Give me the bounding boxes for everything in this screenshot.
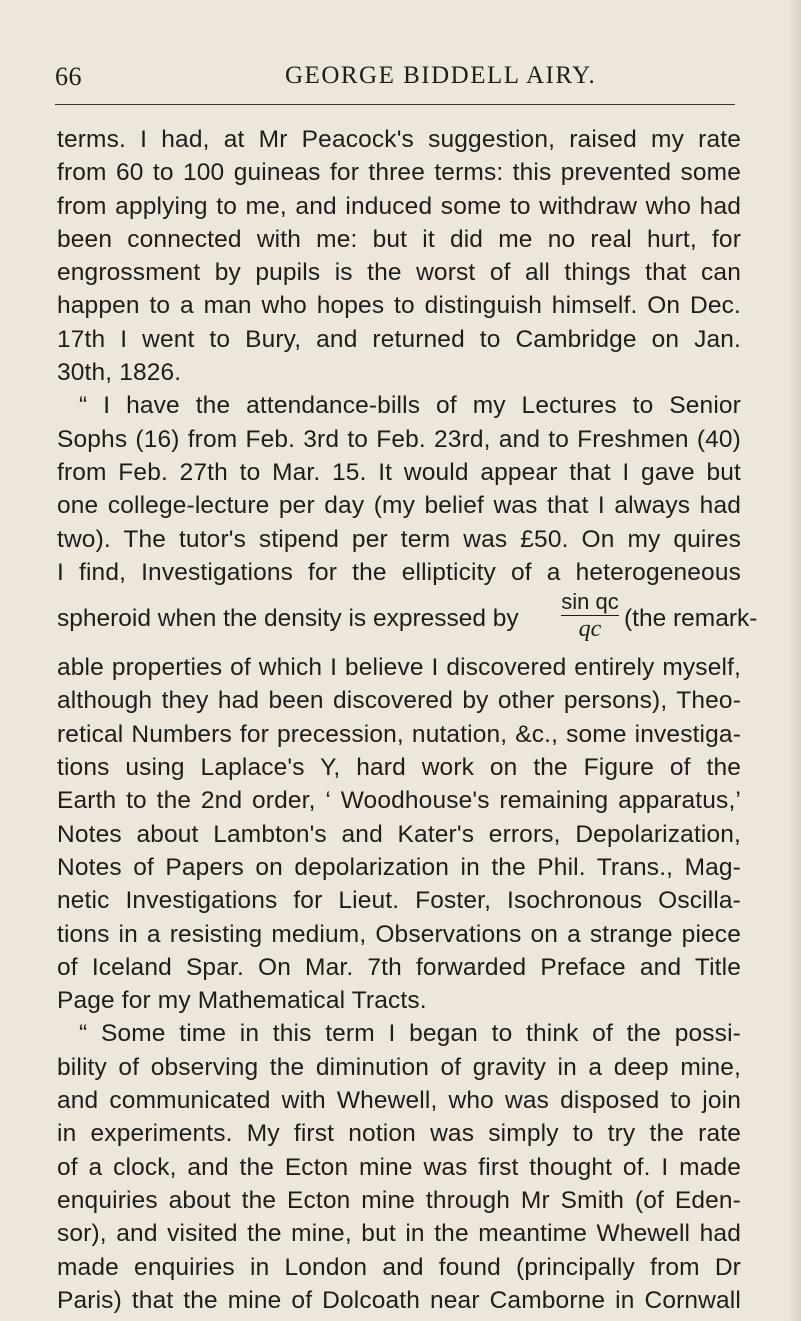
text-line: 30th, 1826. (57, 359, 182, 387)
text-line: although they had been discovered by other persons), Theo- (57, 687, 741, 715)
text-line: Paris) that the mine of Dolcoath near Camborne in Cornwall (57, 1286, 741, 1314)
text-line: of Iceland Spar. On Mar. 7th forwarded Preface and Title (57, 953, 741, 981)
page-number: 66 (55, 62, 82, 91)
text-line: been connected with me: but it did me no real hurt, for (57, 225, 741, 253)
text-line: one college-lecture per day (my belief was that I always had (57, 492, 741, 520)
text-line: Notes of Papers on depolarization in the Phil. Trans., Mag- (57, 853, 741, 881)
text-line: sor), and visited the mine, but in the meantime Whewell had (57, 1220, 741, 1248)
text-line: Page for my Mathematical Tracts. (57, 987, 427, 1015)
text-line: “ I have the attendance-bills of my Lectures to Senior (79, 392, 741, 420)
fraction-denominator: qc (578, 616, 602, 643)
formula-line-after: (the remark- (624, 605, 758, 633)
text-line: from 60 to 100 guineas for three terms: this prevented some (57, 159, 741, 187)
body-text (57, 123, 758, 1317)
text-line: bility of observing the diminution of gravity in a deep mine, (57, 1053, 741, 1081)
text-line: Earth to the 2nd order, ‘ Woodhouse's remaining apparatus,’ (57, 787, 741, 815)
text-line: from applying to me, and induced some to withdraw who had (57, 192, 741, 220)
text-line: able properties of which I believe I discovered entirely myself, (57, 654, 741, 682)
page-header (55, 62, 735, 98)
text-line: I find, Investigations for the ellipticity of a heterogeneous (57, 558, 741, 586)
fraction-numerator: sin qc (561, 589, 619, 615)
formula-line-before: spheroid when the density is expressed by (57, 605, 519, 633)
text-line: Sophs (16) from Feb. 3rd to Feb. 23rd, and to Freshmen (40) (57, 425, 741, 453)
text-line: engrossment by pupils is the worst of all things that can (57, 259, 741, 287)
text-line: from Feb. 27th to Mar. 15. It would appear that I gave but (57, 458, 741, 486)
text-line: in experiments. My first notion was simply to try the rate (57, 1120, 741, 1148)
text-line: and communicated with Whewell, who was disposed to join (57, 1087, 741, 1115)
text-line: happen to a man who hopes to distinguish himself. On Dec. (57, 292, 741, 320)
text-line: netic Investigations for Lieut. Foster, Isochronous Oscilla- (57, 887, 741, 915)
header-rule (55, 104, 735, 105)
text-line: of a clock, and the Ecton mine was first thought of. I made (57, 1153, 741, 1181)
text-line: tions in a resisting medium, Observations on a strange piece (57, 920, 741, 948)
running-head: GEORGE BIDDELL AIRY. (285, 62, 597, 89)
text-line: enquiries about the Ecton mine through Mr Smith (of Eden- (57, 1186, 741, 1214)
formula-line (57, 589, 758, 651)
text-line: tions using Laplace's Y, hard work on the Figure of the (57, 754, 741, 782)
fraction-sin-qc-over-qc (559, 589, 621, 642)
text-line: 17th I went to Bury, and returned to Cambridge on Jan. (57, 325, 741, 353)
text-line: Notes about Lambton's and Kater's errors, Depolarization, (57, 820, 741, 848)
page-edge-shadow (789, 0, 801, 1321)
text-line: two). The tutor's stipend per term was £50. On my quires (57, 525, 741, 553)
text-line: terms. I had, at Mr Peacock's suggestion, raised my rate (57, 126, 741, 153)
text-line: made enquiries in London and found (principally from Dr (57, 1253, 741, 1281)
text-line: “ Some time in this term I began to think of the possi- (79, 1020, 741, 1048)
text-line: retical Numbers for precession, nutation, &c., some investiga- (57, 720, 741, 748)
